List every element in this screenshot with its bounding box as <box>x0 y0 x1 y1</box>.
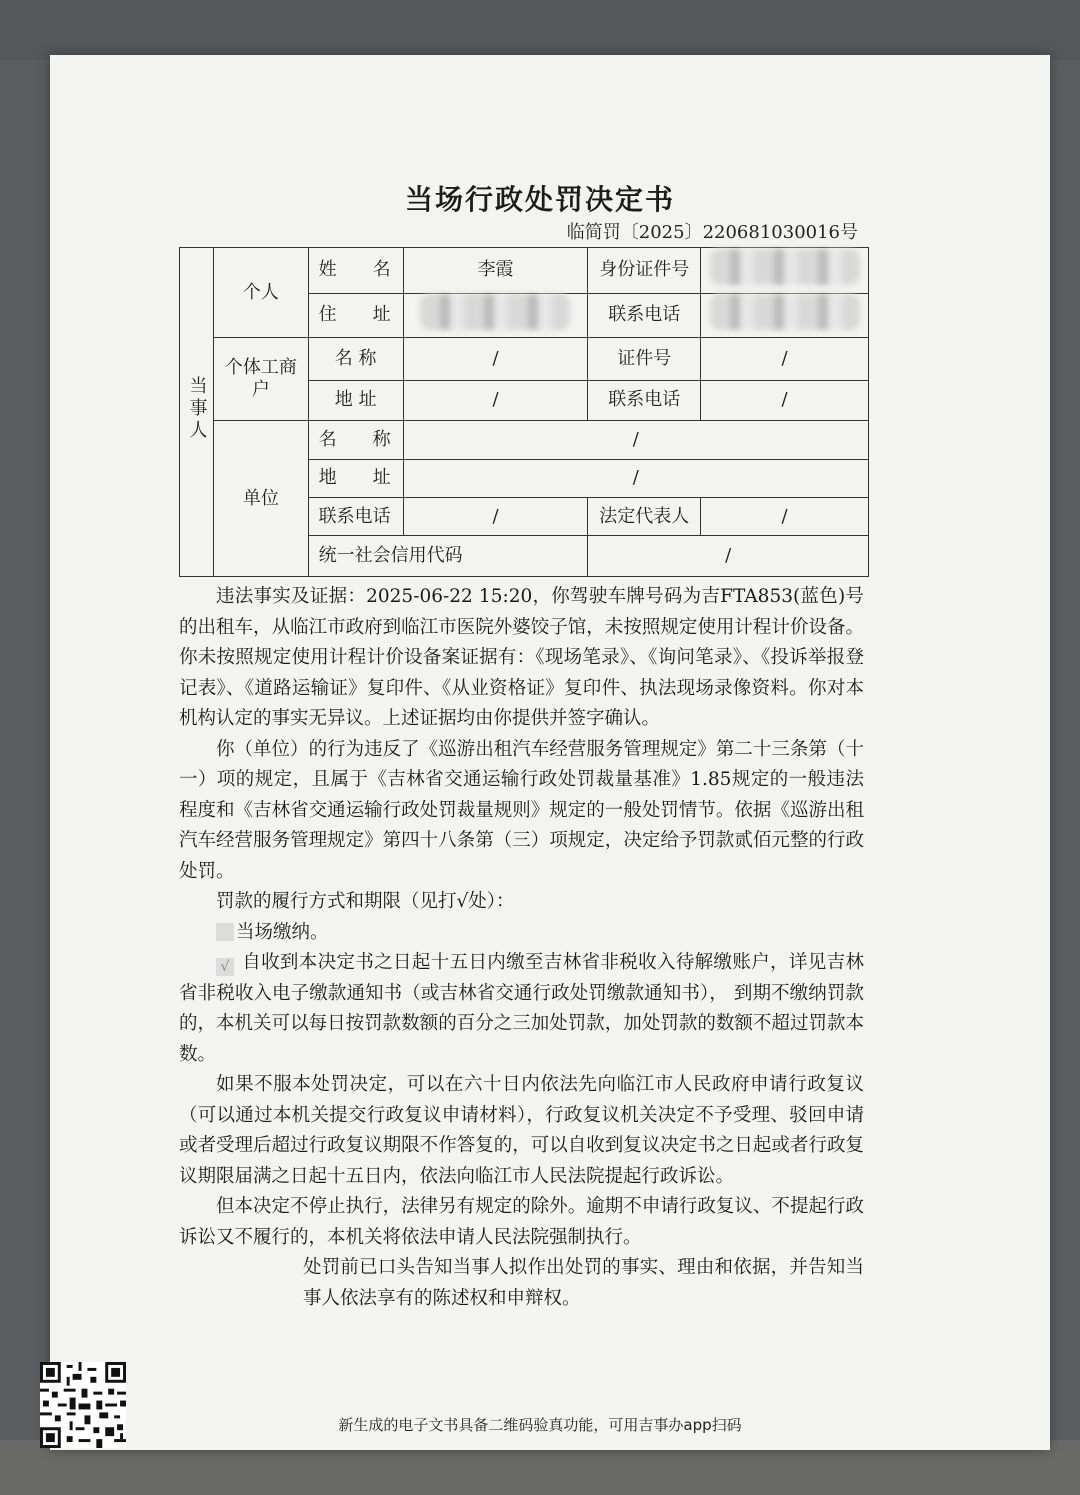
enforcement-paragraph: 但本决定不停止执行，法律另有规定的除外。逾期不申请行政复议、不提起行政诉讼又不履行的，本机关将依法申请人民法院强制执行。 <box>179 1196 864 1248</box>
payment-option-deadline <box>179 948 864 1070</box>
unit-name-value: / <box>403 421 868 459</box>
unit-address-label: 地 址 <box>308 459 403 497</box>
name-label: 姓 名 <box>308 248 403 294</box>
credit-code-value: / <box>588 536 869 577</box>
unit-label: 单位 <box>213 421 308 577</box>
legal-basis-paragraph: 你（单位）的行为违反了《巡游出租汽车经营服务管理规定》第二十三条第（十一）项的规定，且属于《吉林省交通运输行政处罚裁量基准》1.85规定的一般违法程度和《吉林省交通运输行政处罚裁量规则》规定的一般处罚情节。依据《巡游出租汽车经营服务管理规定》第四十八条第（三）项规定，决定给予罚款贰佰元整的行政处罚。 <box>179 738 864 882</box>
business-phone-value: / <box>701 380 869 420</box>
unit-phone-value: / <box>403 497 588 535</box>
document-number: 临简罚〔2025〕220681030016号 <box>566 222 858 243</box>
payment-option-onsite-text: 当场缴纳。 <box>236 921 329 943</box>
footer-note: 新生成的电子文书具备二维码验真功能，可用吉事办app扫码 <box>338 1416 742 1434</box>
prior-notice-paragraph: 处罚前已口头告知当事人拟作出处罚的事实、理由和依据，并告知当事人依法享有的陈述权和申辩权。 <box>303 1257 864 1309</box>
unit-address-value: / <box>403 459 868 497</box>
redaction-blur <box>710 249 860 285</box>
checkbox-deadline: √ <box>216 958 234 976</box>
business-cert-label: 证件号 <box>588 338 701 381</box>
payment-option-onsite <box>179 918 864 949</box>
document-title: 当场行政处罚决定书 <box>404 183 675 216</box>
credit-code-label: 统一社会信用代码 <box>308 536 588 577</box>
phone-label: 联系电话 <box>588 293 701 338</box>
background-top <box>0 0 1080 60</box>
business-address-label: 地 址 <box>308 380 403 420</box>
unit-phone-label: 联系电话 <box>308 497 403 535</box>
checkbox-onsite <box>216 923 234 941</box>
payment-option-deadline-text: 自收到本决定书之日起十五日内缴至吉林省非税收入待解缴账户，详见吉林省非税收入电子缴款通知书（或吉林省交通行政处罚缴款通知书）， 到期不缴纳罚款的，本机关可以每日按罚款数额的百分之三加处罚款，加处罚款的数额不超过罚款本数。 <box>179 952 864 1065</box>
individual-label: 个人 <box>213 248 308 338</box>
business-phone-label: 联系电话 <box>588 380 701 420</box>
legal-rep-label: 法定代表人 <box>588 497 701 535</box>
legal-rep-value: / <box>701 497 869 535</box>
address-label: 住 址 <box>308 293 403 338</box>
qr-code-icon <box>40 1362 126 1448</box>
phone-value-redacted <box>701 293 869 338</box>
appeal-rights-paragraph: 如果不服本处罚决定，可以在六十日内依法先向临江市人民政府申请行政复议（可以通过本机关提交行政复议申请材料），行政复议机关决定不予受理、驳回申请或者受理后超过行政复议期限不作答复的，可以自收到复议决定书之日起或者行政复议期限届满之日起十五日内，依法向临江市人民法院提起行政诉讼。 <box>179 1074 864 1187</box>
address-value-redacted <box>403 293 588 338</box>
business-name-label: 名 称 <box>308 338 403 381</box>
redaction-blur <box>420 294 570 330</box>
violation-facts-paragraph: 违法事实及证据：2025-06-22 15:20，你驾驶车牌号码为吉FTA853(蓝色)号的出租车，从临江市政府到临江市医院外婆饺子馆，未按照规定使用计程计价设备。你未按照规定使用计程计价设备案证据有：《现场笔录》、《询问笔录》、《投诉举报登记表》、《道路运输证》复印件、《从业资格证》复印件、执法现场录像资料。你对本机构认定的事实无异议。上述证据均由你提供并签字确认。 <box>179 586 864 729</box>
business-cert-value: / <box>701 338 869 381</box>
payment-method-heading: 罚款的履行方式和期限（见打√处）： <box>216 891 515 912</box>
business-label: 个体工商户 <box>213 338 308 421</box>
redaction-blur <box>710 294 860 330</box>
party-label-cell <box>180 248 214 577</box>
business-address-value: / <box>403 380 588 420</box>
party-info-table <box>179 247 869 577</box>
id-label: 身份证件号 <box>588 248 701 294</box>
party-label: 当事人 <box>186 376 208 442</box>
business-name-value: / <box>403 338 588 381</box>
id-value-redacted <box>701 248 869 294</box>
decision-body <box>179 582 864 1314</box>
unit-name-label: 名 称 <box>308 421 403 459</box>
name-value: 李霞 <box>403 248 588 294</box>
